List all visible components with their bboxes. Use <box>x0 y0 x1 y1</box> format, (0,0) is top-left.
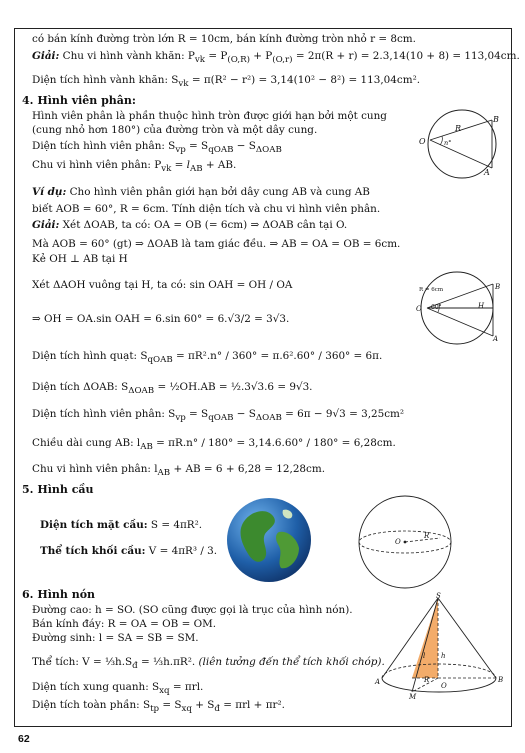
section-heading: 5. Hình cầu <box>22 483 94 496</box>
label-R: R <box>424 532 430 540</box>
label-angle: 60° <box>431 304 442 311</box>
text-line: Diện tích hình viên phân: $S_{vp} = S_{qOAB} - S_{\Delta OAB}$ <box>32 140 282 156</box>
text-line: Chiều dài cung AB: $l_{AB} = \pi R.n^\circ / 180^\circ = 3,14.6.60^\circ / 180^\circ = 6,28cm$. <box>32 437 396 453</box>
label-O: O <box>441 682 447 690</box>
text-line: Diện tích hình viên phân: $S_{vp} = S_{qOAB} - S_{\Delta OAB} = 6\pi - 9√3 = 3,25cm^2$ <box>32 408 405 424</box>
text-line: Giải: Chu vi hình vành khăn: $P_{vk} = P_{(O,R)} + P_{(O,r)} = 2\pi(R + r) = 2.3,14(10 + 8) = 113,04cm$. <box>32 50 520 66</box>
text-line: biết AOB = 60°, R = 6cm. Tính diện tích và chu vi hình viên phân. <box>32 203 381 215</box>
text-line: Diện tích mặt cầu: S = 4πR². <box>40 519 203 531</box>
text-line: Thể tích: $V = \frac{1}{3}h.S_đ$ = ⅓h.πR². (liên tưởng đến thể tích khối chóp). <box>32 656 385 672</box>
sphere-figure <box>350 492 460 592</box>
label-H: H <box>478 302 485 310</box>
label-l: l <box>423 652 426 660</box>
earth-globe-icon <box>225 496 315 586</box>
text-line: có bán kính đường tròn lớn R = 10cm, bán kính đường tròn nhỏ r = 8cm. <box>32 33 416 45</box>
label-O: O <box>419 137 426 146</box>
label-B: B <box>495 283 501 291</box>
label-R: R <box>424 676 430 684</box>
label-A: A <box>484 168 490 177</box>
label-angle: n° <box>444 139 452 147</box>
cone-figure <box>372 592 507 707</box>
text-line: Đường cao: h = SO. (SO cũng được gọi là trục của hình nón). <box>32 604 353 616</box>
label-M: M <box>409 693 417 701</box>
label-B: B <box>498 676 504 684</box>
text-line: Bán kính đáy: R = OA = OB = OM. <box>32 618 217 630</box>
label-O: O <box>395 538 401 546</box>
text-line: Diện tích hình vành khăn: $S_{vk} = \pi(R^2 - r^2) = 3,14(10^2 - 8^2) = 113,04cm^2$. <box>32 74 421 90</box>
text-line: Diện tích toàn phần: $S_{tp} = S_{xq} + S_đ = \pi rl + \pi r^2$. <box>32 699 285 715</box>
label-R: R <box>455 124 462 133</box>
label-O: O <box>416 305 422 313</box>
text-line: Hình viên phân là phần thuộc hình tròn được giới hạn bởi một cung <box>32 110 387 122</box>
text-line: Diện tích hình quạt: $S_{qOAB} = \pi R^2.n^\circ / 360^\circ = \pi.6^2.60^\circ / 360^\circ = 6\pi$. <box>32 350 383 366</box>
label-B: B <box>493 115 499 124</box>
text-line: Mà AOB = 60° (gt) ⇒ ΔOAB là tam giác đều. ⇒ AB = OA = OB = 6cm. <box>32 238 401 250</box>
label-h: h <box>441 652 446 660</box>
page-number: 62 <box>18 733 30 745</box>
text-line: Đường sinh: l = SA = SB = SM. <box>32 632 199 644</box>
text-line: Diện tích ΔOAB: $S_{\Delta OAB}$ = ½OH.AB = ½.3√3.6 = 9√3. <box>32 381 313 397</box>
text-line: Xét ΔAOH vuông tại H, ta có: sin OAH = OH / OA <box>32 279 293 291</box>
label-R: R = 6cm <box>419 287 444 293</box>
text-line: Chu vi hình viên phân: $l_{AB}$ + AB = 6 + 6,28 = 12,28cm. <box>32 463 326 479</box>
label-A: A <box>375 678 381 686</box>
section-heading: 6. Hình nón <box>22 588 96 601</box>
text-line: Giải: Xét ΔOAB, ta có: OA = OB (= 6cm) ⇒ ΔOAB cân tại O. <box>32 219 348 231</box>
label-S: S <box>436 592 441 600</box>
text-line: Kẻ OH ⊥ AB tại H <box>32 253 128 265</box>
label-A: A <box>493 335 499 343</box>
section-heading: 4. Hình viên phân: <box>22 94 136 107</box>
text-line: Chu vi hình viên phân: $P_{vk} = l_{AB}$ + AB. <box>32 159 237 175</box>
text-line: (cung nhỏ hơn 180°) của đường tròn và một dây cung. <box>32 124 318 136</box>
text-line: Thể tích khối cầu: V = 4πR³ / 3. <box>40 545 218 557</box>
text-line: Ví dụ: Cho hình viên phân giới hạn bởi dây cung AB và cung AB <box>32 186 370 198</box>
text-line: ⇒ OH = OA.sin OAH = 6.sin 60° = 6.√3/2 = 3√3. <box>32 313 290 325</box>
text-line: Diện tích xung quanh: $S_{xq} = \pi rl$. <box>32 681 204 697</box>
